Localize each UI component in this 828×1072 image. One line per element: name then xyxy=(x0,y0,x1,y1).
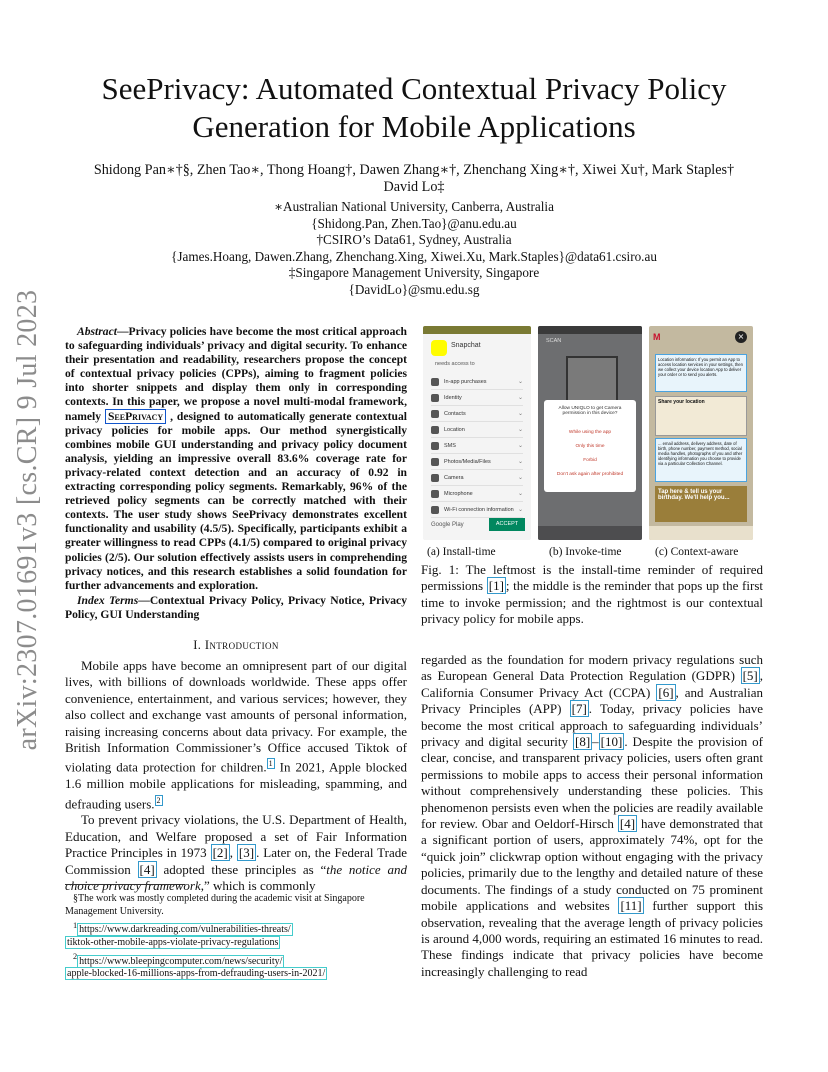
caption-text: ; the middle is the reminder that pops up the first time to invoke permission; and the rightmost is our contextual privacy policy for mobile apps. xyxy=(421,578,763,626)
status-bar xyxy=(538,326,642,334)
permission-row[interactable] xyxy=(431,406,523,422)
paragraph-text: . Later on, the Federal Trade Commission xyxy=(65,845,408,877)
citation-link[interactable]: [11] xyxy=(620,898,642,914)
index-terms-text: —Contextual Privacy Policy, Privacy Notice, Privacy Policy, GUI Understanding xyxy=(65,593,407,621)
citation-link[interactable]: [1] xyxy=(488,578,504,594)
paragraph-text: In 2021, Apple blocked 1.6 million mobile applications for misleading, spamming, and defrauding users. xyxy=(65,759,407,811)
paragraph-text: have demonstrated that a significant portion of users, approximately 74%, opt for the “quick join” clickwrap option without engaging with the privacy policies, primarily due to the lengthy and detailed nature of these documents. The findings of a study conducted on 75 prominent mobile applications and websites xyxy=(421,816,763,914)
chevron-down-icon: ⌄ xyxy=(517,443,523,449)
paragraph-text: . Despite the provision of clear, concise, and transparent privacy policies, users often grant permissions to mobile apps to access their personal information without comprehensively understanding these policies. This phenomenon persists even when the policies are readily available for review. Obar and Oeldorf-Hirsch xyxy=(421,734,763,832)
permission-label: Camera xyxy=(444,474,464,481)
permission-row[interactable] xyxy=(431,470,523,486)
paper-title xyxy=(0,70,828,146)
paragraph-text: , xyxy=(229,845,237,861)
subcaption-a: (a) Install-time xyxy=(427,546,496,558)
chevron-down-icon: ⌄ xyxy=(517,459,523,465)
permission-row[interactable] xyxy=(431,502,523,518)
photos-icon xyxy=(431,458,439,466)
mcdonalds-logo-icon: M xyxy=(653,332,661,342)
dialog-option[interactable]: Don't ask again after prohibited xyxy=(556,472,624,477)
chevron-down-icon: ⌄ xyxy=(517,491,523,497)
chevron-down-icon: ⌄ xyxy=(517,395,523,401)
permission-label: Wi-Fi connection information xyxy=(444,506,514,513)
paragraph-text: further support this observation, revealing that the average length of privacy policies is around 4,000 words, requiring an estimated 16 minutes to read. These findings indicate that privacy policies have become increasingly challenging to read xyxy=(421,898,764,979)
google-play-label: Google Play xyxy=(431,522,464,528)
dialog-text: permission in this device? xyxy=(562,411,618,416)
policy-snippet-bubble[interactable]: Location information: If you permit an App to access location services in your settings, then we collect your device location App to deliver your order or to send you alerts. xyxy=(655,354,747,392)
authors xyxy=(60,162,768,196)
permission-label: Contacts xyxy=(444,410,466,417)
authors-line-2: David Lo‡ xyxy=(383,179,445,195)
app-name: Snapchat xyxy=(451,342,481,349)
affiliation-line: ∗Australian National University, Canberra, Australia xyxy=(274,199,554,214)
chevron-down-icon: ⌄ xyxy=(517,427,523,433)
footnotes xyxy=(65,893,407,981)
figure-label: Fig. 1: xyxy=(421,562,459,577)
camera-icon xyxy=(431,474,439,482)
abstract-text-a: —Privacy policies have become the most critical approach to safeguarding individuals’ privacy and digital security. To enhance their presentation and readability, researchers propose the concept of contextual privacy policies (CPPs), aiming to fragment policies into shorter snippets and display them only in corresponding contexts. In this paper, we propose a novel multi-modal framework, namely xyxy=(65,325,407,423)
footnote-link-2[interactable]: 2 xyxy=(156,795,161,805)
footnote-0: §The work was mostly completed during the academic visit at Singapore Management University. xyxy=(65,893,365,917)
abstract-label: Abstract xyxy=(77,325,117,338)
figure-1 xyxy=(421,326,763,540)
subcaption-b: (b) Invoke-time xyxy=(549,546,622,558)
screenshot-install-time xyxy=(423,326,531,540)
paragraph-text: , California Consumer Privacy Act (CCPA) xyxy=(421,668,763,700)
citation-link[interactable]: [2] xyxy=(212,845,228,861)
screenshot-invoke-time xyxy=(538,326,642,540)
contacts-icon xyxy=(431,410,439,418)
intro-column-right xyxy=(421,652,763,980)
title-line-1: SeePrivacy: Automated Contextual Privacy Policy xyxy=(101,71,727,106)
subcaption-c: (c) Context-aware xyxy=(655,546,739,558)
affiliation-line: {DavidLo}@smu.edu.sg xyxy=(348,281,480,297)
chevron-down-icon: ⌄ xyxy=(517,475,523,481)
footnote-1-link[interactable]: https://www.darkreading.com/vulnerabilities-threats/ xyxy=(79,924,291,936)
figure-caption xyxy=(421,562,763,627)
policy-snippet-bubble[interactable]: ... email address, delivery address, date of birth, phone number, payment method, social media handles, photographs of you and other identifying information you choose to provide via a particular Collection Channel. xyxy=(655,438,747,482)
permission-row[interactable] xyxy=(431,486,523,502)
dialog-option[interactable]: Forbid xyxy=(583,458,597,463)
permission-row[interactable] xyxy=(431,374,523,390)
paragraph-text: ,” which is commonly xyxy=(200,877,316,893)
framework-name-link[interactable]: SeePrivacy xyxy=(105,409,166,424)
permission-row[interactable] xyxy=(431,438,523,454)
chevron-down-icon: ⌄ xyxy=(517,379,523,385)
citation-link[interactable]: [5] xyxy=(742,668,758,684)
dialog-option[interactable]: Only this time xyxy=(575,444,605,449)
abstract-text-b: , designed to automatically generate contextual privacy policies for mobile apps. Our method synergistically combines mobile GUI understanding and privacy policy document analysis, yielding an impressive overall 83.6% coverage rate for privacy-related context detection and an accuracy of 0.92 in extracting corresponding policy segments. Remarkably, 96% of the retrieved policy segments can be correctly matched with their contexts. The user study shows SeePrivacy demonstrates excellent functionality and usability (4.5/5). Specifically, participants exhibit a greater willingness to read CPPs (4.1/5) compared to original privacy policies (2/5). Our solution effectively assists users in comprehending privacy notices, and this research establishes a solid foundation for further advancements and exploration. xyxy=(65,409,407,592)
citation-link[interactable]: [3] xyxy=(238,845,255,861)
scan-header: SCAN xyxy=(546,338,562,344)
paragraph-text: the notice and choice privacy framework xyxy=(65,861,407,893)
citation-link[interactable]: [7] xyxy=(571,701,587,717)
permission-label: Identity xyxy=(444,394,462,401)
footnote-rule xyxy=(65,884,185,885)
dialog-text: Allow UNIQLO to get Camera xyxy=(558,406,622,411)
citation-link[interactable]: [4] xyxy=(619,816,636,832)
status-bar xyxy=(423,326,531,334)
bottom-nav xyxy=(538,526,642,540)
citation-link[interactable]: [10] xyxy=(600,734,623,750)
arxiv-stamp xyxy=(8,289,48,751)
accept-button[interactable]: ACCEPT xyxy=(489,518,525,531)
paragraph-text: , and Australian Privacy Principles (APP) xyxy=(421,684,763,717)
footnote-1-link[interactable]: tiktok-other-mobile-apps-violate-privacy-regulations xyxy=(67,936,279,948)
citation-link[interactable]: [4] xyxy=(139,861,155,877)
citation-link[interactable]: [8] xyxy=(575,734,591,750)
wifi-icon xyxy=(431,506,439,514)
screenshot-context-aware xyxy=(649,326,753,540)
footnote-marker: 1 xyxy=(73,921,78,930)
citation-link[interactable]: [6] xyxy=(658,684,674,700)
footnote-link-1[interactable]: 1 xyxy=(268,759,273,769)
permission-label: Photos/Media/Files xyxy=(444,458,491,465)
share-location-card[interactable]: Share your location xyxy=(655,396,747,436)
footnote-1 xyxy=(65,920,407,949)
chevron-down-icon: ⌄ xyxy=(517,411,523,417)
affiliation-line: {Shidong.Pan, Zhen.Tao}@anu.edu.au xyxy=(311,215,517,231)
paragraph-text: Mobile apps have become an omnipresent part of our digital lives, with billions of downloads worldwide. These apps offer convenience, entertainment, and various services; however, they also collect and exchange vast amounts of personal information, raising increasing concerns about data privacy. For example, the British Information Commissioner’s Office accused Tiktok of violating data protection for children. xyxy=(65,658,407,775)
dollar-icon xyxy=(431,378,439,386)
abstract xyxy=(65,325,407,622)
intro-column-left xyxy=(65,658,407,894)
snapchat-logo-icon xyxy=(431,340,447,356)
birthday-card[interactable]: Tap here & tell us your birthday. We'll help you... xyxy=(655,486,747,522)
affiliation-line: ‡Singapore Management University, Singapore xyxy=(288,265,540,280)
permission-label: SMS xyxy=(444,442,456,449)
paragraph xyxy=(65,812,407,894)
needs-access-text: needs access to xyxy=(435,361,475,367)
permission-row[interactable] xyxy=(431,454,523,470)
index-terms-label: Index Terms xyxy=(77,593,139,607)
paragraph-text: . Today, privacy policies have become the most critical approach to safeguarding individuals’ privacy and digital security xyxy=(421,701,763,750)
title-line-2: Generation for Mobile Applications xyxy=(192,109,636,144)
arxiv-stamp-text: arXiv:2307.01691v3 [cs.CR] 9 Jul 2023 xyxy=(12,289,43,751)
affiliation-line: †CSIRO’s Data61, Sydney, Australia xyxy=(316,232,512,247)
permission-label: Location xyxy=(444,426,465,433)
affiliation-line: {James.Hoang, Dawen.Zhang, Zhenchang.Xing, Xiwei.Xu, Mark.Staples}@data61.csiro.au xyxy=(171,248,657,264)
sms-icon xyxy=(431,442,439,450)
bottom-nav xyxy=(649,526,753,540)
paragraph-text: – xyxy=(592,734,599,750)
dialog-option[interactable]: While using the app xyxy=(568,430,612,435)
identity-icon xyxy=(431,394,439,402)
permission-row[interactable] xyxy=(431,390,523,406)
caption-text: The leftmost is the install-time reminder of required permissions xyxy=(421,562,763,594)
paragraph-text: adopted these principles as “ xyxy=(156,861,327,877)
location-icon xyxy=(431,426,439,434)
chevron-down-icon: ⌄ xyxy=(517,507,523,513)
affiliations xyxy=(60,199,768,298)
footnote-2 xyxy=(65,951,407,980)
permission-label: In-app purchases xyxy=(444,378,487,385)
footnote-2-link[interactable]: apple-blocked-16-millions-apps-from-defrauding-users-in-2021/ xyxy=(67,968,326,980)
microphone-icon xyxy=(431,490,439,498)
authors-line-1: Shidong Pan∗†§, Zhen Tao∗, Thong Hoang†, Dawen Zhang∗†, Zhenchang Xing∗†, Xiwei Xu†, Mark Staples† xyxy=(93,162,735,178)
paragraph-text: To prevent privacy violations, the U.S. Department of Health, Education, and Welfare proposed a set of Fair Information Practice Principles in 1973 xyxy=(65,812,407,861)
paragraph-text: regarded as the foundation for modern privacy regulations such as European General Data Protection Regulation (GDPR) xyxy=(421,652,763,684)
footnote-marker: 2 xyxy=(73,952,78,962)
paragraph xyxy=(65,658,407,812)
permission-label: Microphone xyxy=(444,490,473,497)
permission-row[interactable] xyxy=(431,422,523,438)
footnote-2-link[interactable]: https://www.bleepingcomputer.com/news/security/ xyxy=(79,955,283,967)
permission-dialog xyxy=(544,400,636,492)
section-heading: I. Introduction xyxy=(193,638,279,652)
close-icon[interactable]: × xyxy=(735,331,747,343)
